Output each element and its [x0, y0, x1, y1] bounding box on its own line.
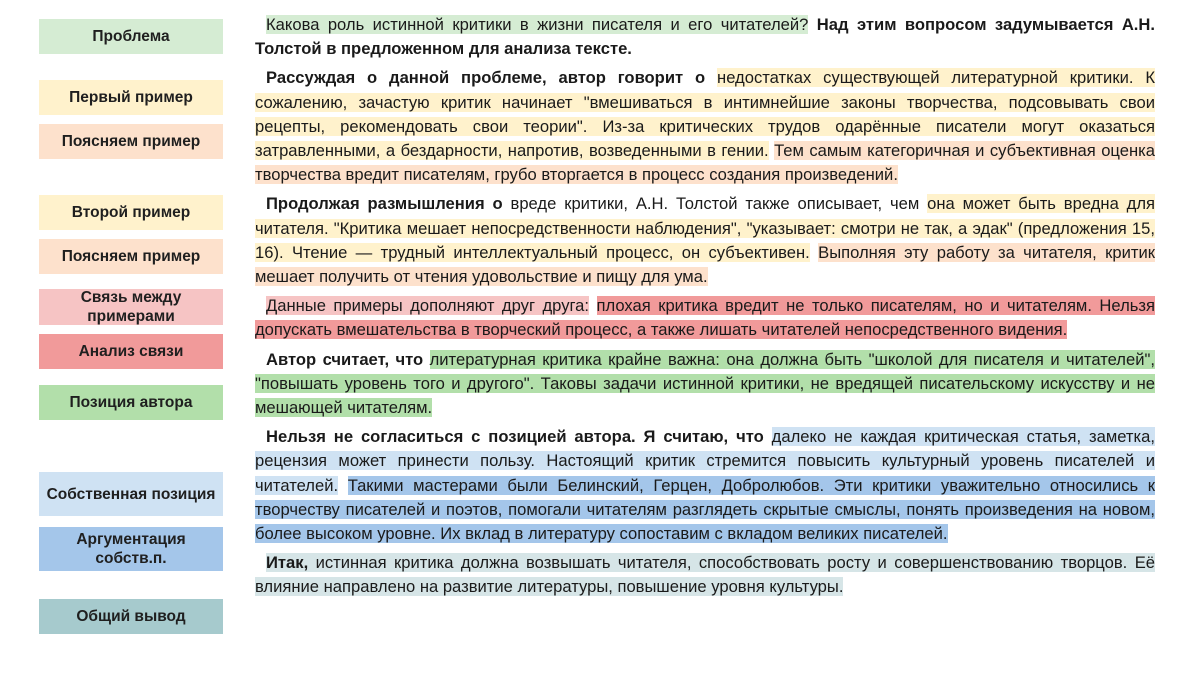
- text-segment: Нельзя не согласиться с позицией автора. Я считаю, что: [266, 427, 764, 447]
- label-explain-first-example: Поясняем пример: [39, 124, 223, 159]
- text-segment: далеко не каждая критическая статья, заметка, рецензия может принести пользу. Настоящий критик стремится повысить культурный уровень писателей и читателей.: [255, 427, 1155, 495]
- paragraph-second-example: [255, 192, 1155, 289]
- label-first-example: Первый пример: [39, 80, 223, 115]
- text-segment: она может быть вредна для читателя. "Критика мешает непосредственности наблюдения", "указывает: смотри не так, а эдак" (предложения 15, 16). Чтение — трудный интеллектуальный процесс, он субъективен.: [255, 194, 1156, 262]
- text-segment: Автор считает, что: [266, 349, 424, 369]
- text-segment: [810, 243, 818, 262]
- paragraph-author-position: [255, 348, 1155, 421]
- text-segment: истинная критика должна возвышать читателя, способствовать росту и совершенствованию творцов. Её влияние направлено на развитие литературы, повышение уровня культуры.: [255, 553, 1155, 597]
- label-problem: Проблема: [39, 19, 223, 54]
- text-segment: [338, 476, 348, 495]
- label-own-argumentation: Аргументация собств.п.: [39, 527, 223, 571]
- essay-text: [255, 13, 1155, 605]
- label-link-between-examples: Связь между примерами: [39, 289, 223, 325]
- paragraph-first-example: [255, 66, 1155, 187]
- paragraph-link: [255, 294, 1155, 342]
- text-segment: Продолжая размышления о: [266, 194, 503, 214]
- label-conclusion: Общий вывод: [39, 599, 223, 634]
- text-segment: вреде критики, А.Н. Толстой также описывает, чем: [502, 194, 928, 214]
- text-segment: [589, 296, 596, 315]
- label-second-example: Второй пример: [39, 195, 223, 230]
- text-segment: Выполняя эту работу за читателя, критик мешает получить от чтения удовольствие и пищу для ума.: [255, 242, 1155, 287]
- text-segment: Над этим вопросом задумывается А.Н. Толстой в предложенном для анализа тексте.: [255, 15, 1156, 59]
- text-segment: Такими мастерами были Белинский, Герцен, Добролюбов. Эти критики уважительно относились к творчеству писателей и поэтов, помогали читателям разглядеть скрытые смыслы, понять произведения на новом, более высоком уровне. Их вклад в литературу сопоставим с вкладом великих писателей.: [255, 475, 1155, 544]
- label-explain-second-example: Поясняем пример: [39, 239, 223, 274]
- text-segment: Какова роль истинной критики в жизни писателя и его читателей?: [266, 15, 809, 34]
- text-segment: недостатках существующей литературной критики. К сожалению, зачастую критик начинает "вмешиваться в интимнейшие законы творчества, подсовывать свои рецепты, рекомендовать свои теории". Из-за критических трудов одарённые писатели могут оказаться затравленными, а бездарности, напротив, возведенными в гении.: [255, 68, 1155, 161]
- text-segment: [423, 350, 429, 369]
- label-link-analysis: Анализ связи: [39, 334, 223, 369]
- text-segment: литературная критика крайне важна: она должна быть "школой для писателя и читателей", "повышать уровень того и другого". Таковы задачи истинной критики, не вредящей писательскому искусству и не мешающей читателям.: [255, 349, 1155, 418]
- text-segment: Итак,: [266, 553, 309, 573]
- paragraph-own-position: [255, 425, 1155, 546]
- label-own-position: Собственная позиция: [39, 472, 223, 516]
- text-segment: [764, 427, 772, 446]
- text-segment: Данные примеры дополняют друг друга:: [266, 296, 590, 316]
- paragraph-problem: [255, 13, 1155, 61]
- label-author-position: Позиция автора: [39, 385, 223, 420]
- text-segment: [705, 68, 717, 87]
- text-segment: плохая критика вредит не только писателям, но и читателям. Нельзя допускать вмешательства в творческий процесс, а также лишать читателей непосредственного видения.: [255, 296, 1155, 340]
- text-segment: Рассуждая о данной проблеме, автор говорит о: [266, 68, 706, 88]
- paragraph-conclusion: [255, 551, 1155, 599]
- text-segment: Тем самым категоричная и субъективная оценка творчества вредит писателям, грубо вторгается в процесс создания произведений.: [255, 141, 1155, 185]
